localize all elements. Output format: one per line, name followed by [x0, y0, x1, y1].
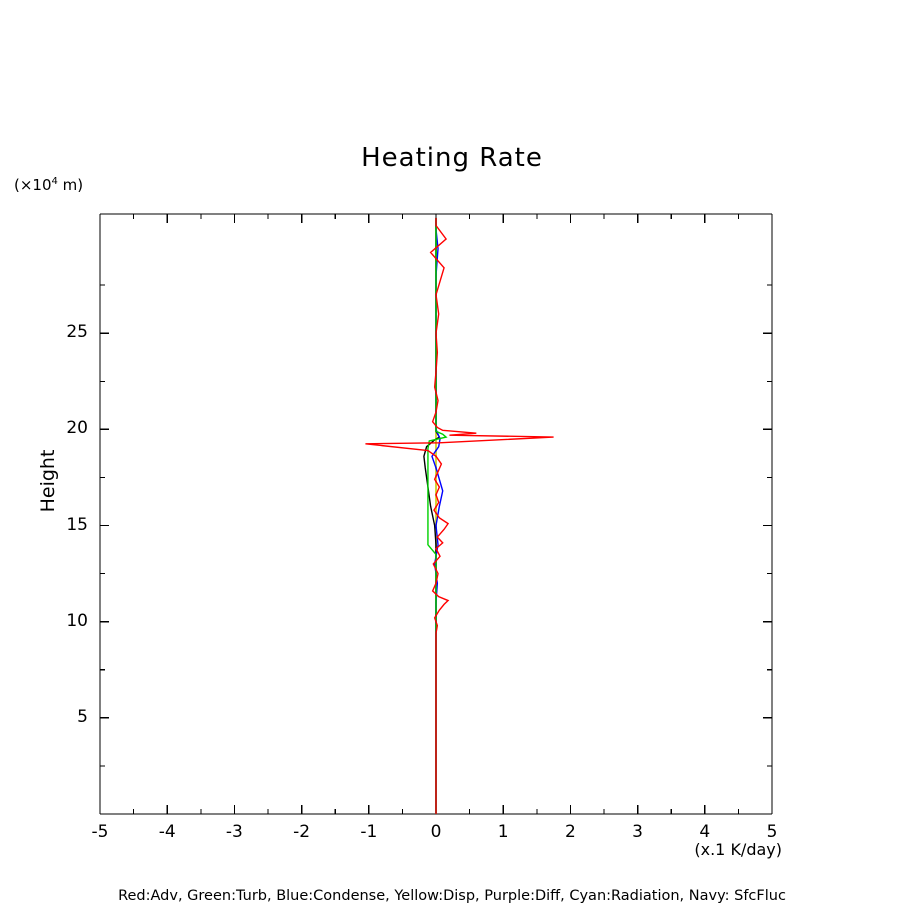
data-series-layer	[100, 214, 772, 814]
x-tick-label: 1	[497, 822, 509, 842]
legend: Red:Adv, Green:Turb, Blue:Condense, Yellow:Disp, Purple:Diff, Cyan:Radiation, Navy: SfcFluc	[118, 888, 786, 904]
x-tick-label: -3	[225, 822, 243, 842]
y-axis-unit-label: ($\times 10^4$ m)	[14, 176, 84, 194]
y-tick-label: 10	[66, 610, 88, 631]
y-tick-label: 15	[66, 514, 88, 535]
x-tick-label: 4	[699, 822, 711, 842]
x-tick-label: -1	[360, 822, 378, 842]
x-tick-label: 3	[632, 822, 643, 842]
x-tick-label: -5	[91, 822, 109, 842]
x-tick-label: 0	[430, 822, 442, 842]
chart-title: Heating Rate	[361, 143, 543, 173]
y-tick-label: 25	[66, 322, 88, 343]
x-tick-label: 5	[766, 822, 778, 842]
x-tick-label: -4	[158, 822, 176, 842]
x-tick-label: -2	[293, 822, 311, 842]
x-tick-label: 2	[564, 822, 576, 842]
y-axis-label: Height	[37, 449, 59, 513]
plot-area	[66, 214, 778, 842]
x-axis-label: (x.1 K/day)	[694, 840, 782, 859]
series-adv	[365, 218, 553, 814]
y-tick-label: 5	[77, 706, 88, 727]
y-tick-label: 20	[66, 418, 88, 439]
